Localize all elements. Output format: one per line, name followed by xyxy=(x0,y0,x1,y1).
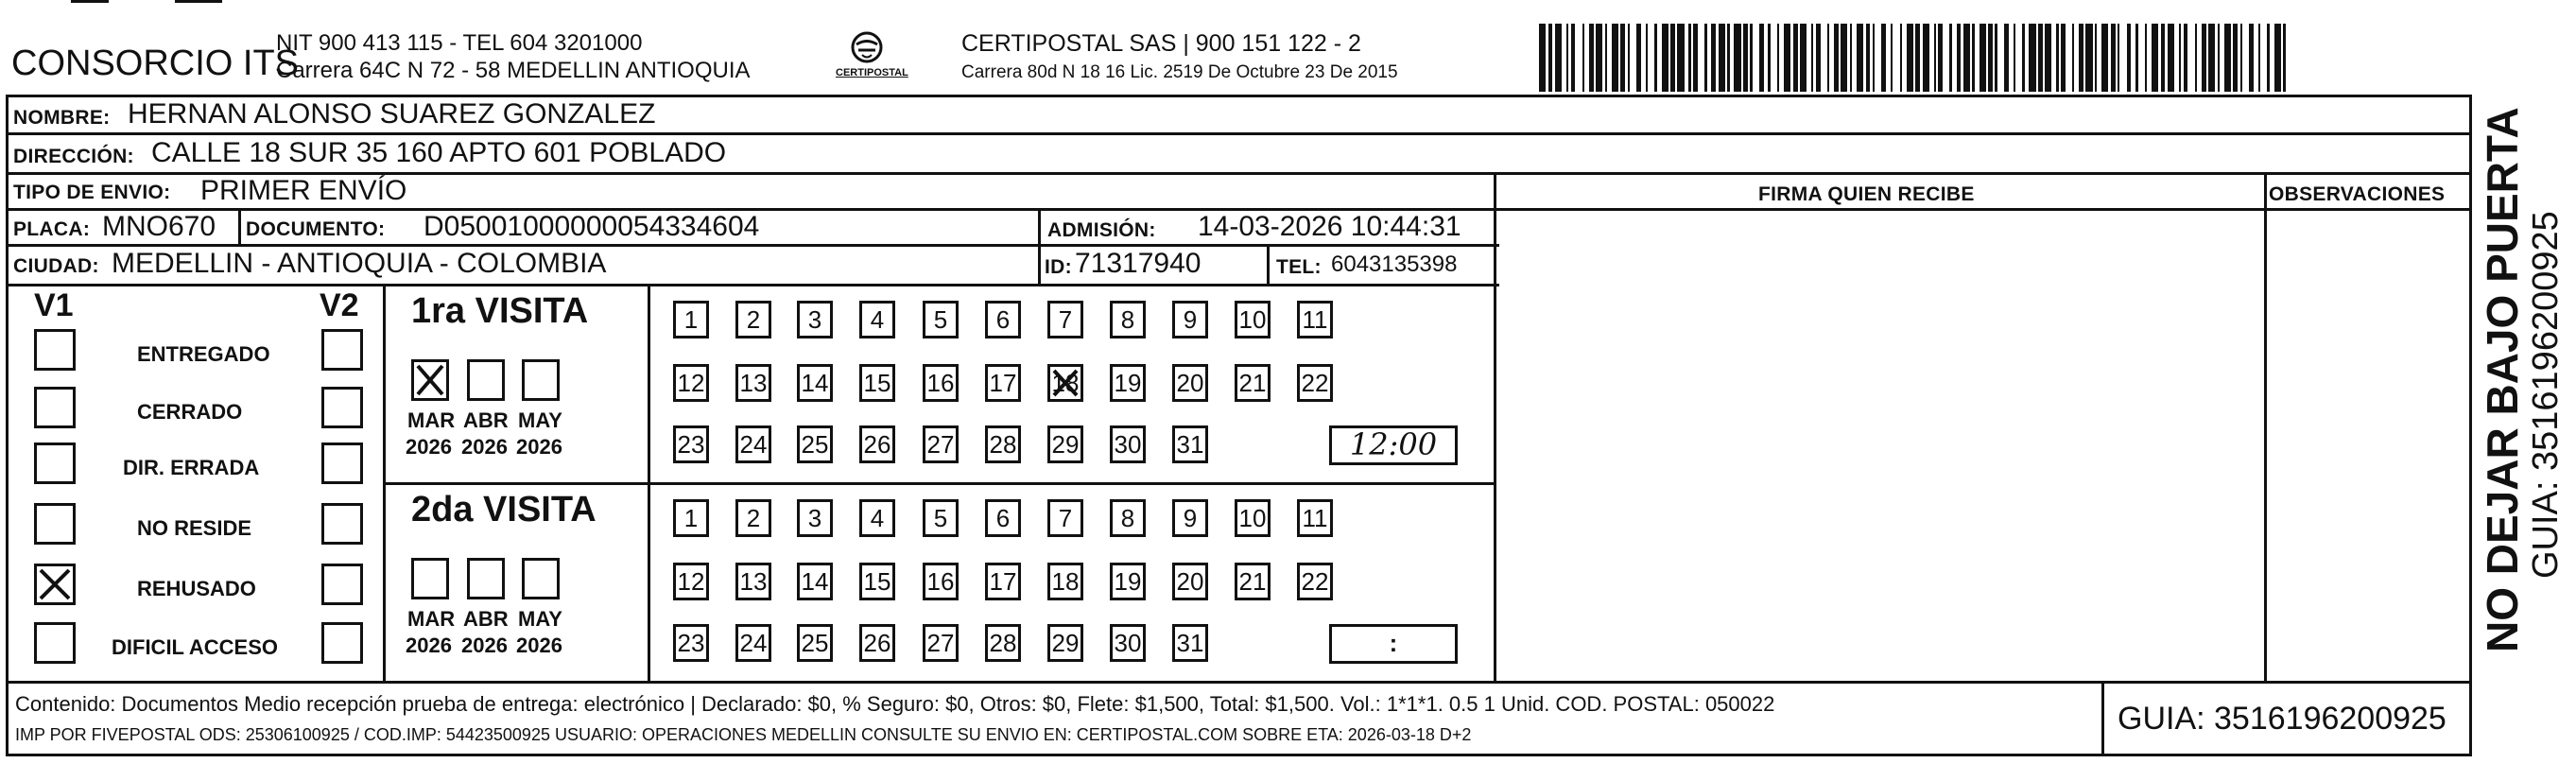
day-box[interactable]: 19 xyxy=(1110,364,1146,402)
barcode-bar xyxy=(1589,24,1594,92)
row-divider xyxy=(6,244,1499,247)
col-divider-tel xyxy=(1267,244,1270,284)
col-divider-signature xyxy=(1494,172,1496,683)
month-name: ABR xyxy=(463,607,509,631)
certipostal-logo-text: CERTIPOSTAL xyxy=(836,67,908,78)
month-checkbox[interactable] xyxy=(522,558,560,599)
admision-label: ADMISIÓN: xyxy=(1047,219,1156,241)
visit-divider xyxy=(383,482,1496,485)
day-box[interactable]: 2 xyxy=(735,301,771,338)
day-box[interactable]: 7 xyxy=(1047,301,1083,338)
day-box[interactable]: 31 xyxy=(1172,425,1208,463)
status-option-label: ENTREGADO xyxy=(137,342,270,366)
day-box[interactable]: 29 xyxy=(1047,425,1083,463)
barcode-bar xyxy=(2004,24,2009,92)
day-box[interactable]: 22 xyxy=(1297,563,1333,600)
ciudad-label: CIUDAD: xyxy=(13,255,99,277)
barcode-bar xyxy=(1612,24,1618,92)
month-year: 2026 xyxy=(461,435,508,459)
barcode-bar xyxy=(1555,24,1562,92)
status-option-label: NO RESIDE xyxy=(137,516,252,540)
time-field[interactable]: 12:00 xyxy=(1329,425,1458,465)
status-v2-checkbox[interactable] xyxy=(321,387,363,428)
day-box[interactable]: 9 xyxy=(1172,499,1208,537)
status-option-label: DIFICIL ACCESO xyxy=(112,635,279,659)
day-box[interactable]: 3 xyxy=(797,301,833,338)
row-divider xyxy=(1494,208,2267,211)
barcode-bar xyxy=(2274,24,2281,92)
barcode-bar xyxy=(2202,24,2206,92)
status-v1-checkbox-checked[interactable] xyxy=(34,564,76,605)
day-box[interactable]: 11 xyxy=(1297,301,1333,338)
barcode-bar xyxy=(1596,24,1602,92)
day-box[interactable]: 25 xyxy=(797,624,833,662)
day-box[interactable]: 17 xyxy=(985,563,1021,600)
month-year: 2026 xyxy=(461,633,508,657)
barcode-bar xyxy=(2127,24,2132,92)
barcode-bar xyxy=(2085,24,2092,92)
barcode-bar xyxy=(2014,24,2015,92)
barcode-bar xyxy=(1881,24,1886,92)
barcode-bar xyxy=(1750,24,1752,92)
day-box[interactable]: 14 xyxy=(797,563,833,600)
status-v1-checkbox[interactable] xyxy=(34,329,76,371)
barcode-bar xyxy=(2072,24,2074,92)
month-name: MAR xyxy=(407,607,456,631)
barcode-bar xyxy=(1793,24,1798,92)
nombre-label: NOMBRE: xyxy=(13,107,111,129)
barcode-bar xyxy=(1670,24,1675,92)
barcode-bar xyxy=(1988,24,1993,92)
barcode-bar xyxy=(2038,24,2043,92)
id-label: ID: xyxy=(1045,256,1072,278)
day-box[interactable]: 26 xyxy=(859,624,895,662)
month-checkbox-checked[interactable] xyxy=(411,359,449,401)
status-option-label: CERRADO xyxy=(137,400,243,424)
day-box[interactable]: 29 xyxy=(1047,624,1083,662)
barcode-bar xyxy=(1963,24,1970,92)
v2-label: V2 xyxy=(320,287,359,323)
barcode-bar xyxy=(2111,24,2116,92)
admision-value: 14-03-2026 10:44:31 xyxy=(1198,211,1461,242)
status-v2-checkbox[interactable] xyxy=(321,503,363,545)
barcode-bar xyxy=(1816,24,1821,92)
barcode-bar xyxy=(1620,24,1625,92)
tipo-envio-label: TIPO DE ENVIO: xyxy=(13,182,171,203)
barcode-bar xyxy=(2101,24,2108,92)
month-checkbox[interactable] xyxy=(411,558,449,599)
tipo-envio-value: PRIMER ENVÍO xyxy=(200,175,407,206)
day-box[interactable]: 20 xyxy=(1172,364,1208,402)
barcode-bar xyxy=(1777,24,1779,92)
day-box[interactable]: 30 xyxy=(1110,624,1146,662)
col-divider-placa xyxy=(238,208,241,246)
barcode-bar xyxy=(2184,24,2188,92)
barcode-bar xyxy=(1654,24,1656,92)
day-box[interactable]: 28 xyxy=(985,624,1021,662)
barcode-bar xyxy=(1784,24,1790,92)
barcode-bar xyxy=(1841,24,1847,92)
direccion-value: CALLE 18 SUR 35 160 APTO 601 POBLADO xyxy=(151,137,727,168)
day-box[interactable]: 5 xyxy=(923,301,959,338)
day-box[interactable]: 16 xyxy=(923,563,959,600)
barcode-bar xyxy=(1636,24,1641,92)
barcode-bar xyxy=(2283,24,2286,92)
month-checkbox[interactable] xyxy=(522,359,560,401)
visit-title: 2da VISITA xyxy=(411,490,596,529)
barcode-bar xyxy=(2258,24,2260,92)
month-name: ABR xyxy=(463,408,509,432)
day-box[interactable]: 22 xyxy=(1297,364,1333,402)
barcode-bar xyxy=(2095,24,2097,92)
direccion-label: DIRECCIÓN: xyxy=(13,146,134,167)
barcode-bar xyxy=(1857,24,1863,92)
status-option-label: DIR. ERRADA xyxy=(123,456,260,479)
company-address: Carrera 64C N 72 - 58 MEDELLIN ANTIOQUIA xyxy=(276,58,751,83)
barcode-bar xyxy=(1972,24,1974,92)
day-box[interactable]: 18 xyxy=(1047,563,1083,600)
barcode-bar xyxy=(1743,24,1748,92)
day-box[interactable]: 28 xyxy=(985,425,1021,463)
day-box[interactable]: 12 xyxy=(673,563,709,600)
placa-label: PLACA: xyxy=(13,218,91,240)
visit-title: 1ra VISITA xyxy=(411,291,589,331)
barcode-bar xyxy=(1800,24,1807,92)
month-name: MAY xyxy=(518,408,562,432)
id-value: 71317940 xyxy=(1075,248,1202,279)
barcode-bar xyxy=(1907,24,1913,92)
documento-value: D05001000000054334604 xyxy=(424,211,760,242)
day-box[interactable]: 3 xyxy=(797,499,833,537)
day-box[interactable]: 23 xyxy=(673,624,709,662)
day-box[interactable]: 4 xyxy=(859,499,895,537)
day-box[interactable]: 25 xyxy=(797,425,833,463)
barcode-bar xyxy=(1727,24,1729,92)
barcode-bar xyxy=(2218,24,2220,92)
barcode-bar xyxy=(2179,24,2181,92)
barcode-bar xyxy=(1548,24,1553,92)
barcode-bar xyxy=(1834,24,1839,92)
status-option-label: REHUSADO xyxy=(137,577,256,600)
barcode-bar xyxy=(1850,24,1852,92)
certipostal-logo xyxy=(815,28,919,87)
day-box[interactable]: 13 xyxy=(735,364,771,402)
barcode-bar xyxy=(1811,24,1813,92)
barcode-bar xyxy=(1900,24,1902,92)
barcode-bar xyxy=(2029,24,2035,92)
barcode-bar xyxy=(1957,24,1962,92)
barcode-bar xyxy=(1768,24,1770,92)
day-box[interactable]: 12 xyxy=(673,364,709,402)
ciudad-value: MEDELLIN - ANTIOQUIA - COLOMBIA xyxy=(112,248,607,279)
day-box[interactable]: 10 xyxy=(1235,499,1271,537)
barcode-bar xyxy=(2135,24,2137,92)
barcode-bar xyxy=(1915,24,1920,92)
imp-line: IMP POR FIVEPOSTAL ODS: 25306100925 / COD.IMP: 54423500925 USUARIO: OPERACIONES MEDELLIN CONSULTE SU ENVIO EN: CERTIPOSTAL.COM SOBRE ETA: 2026-03-18 D+2 xyxy=(15,725,1472,744)
barcode-bar xyxy=(1934,24,1936,92)
barcode-bar xyxy=(2118,24,2119,92)
barcode-bar xyxy=(2161,24,2166,92)
day-box[interactable]: 15 xyxy=(859,364,895,402)
barcode-bar xyxy=(1719,24,1725,92)
barcode-bar xyxy=(1628,24,1630,92)
barcode-bar xyxy=(2233,24,2238,92)
day-box[interactable]: 19 xyxy=(1110,563,1146,600)
day-box[interactable]: 15 xyxy=(859,563,895,600)
barcode-bar xyxy=(1866,24,1871,92)
firma-label: FIRMA QUIEN RECIBE xyxy=(1758,183,1975,205)
barcode-bar xyxy=(1711,24,1716,92)
day-box[interactable]: 16 xyxy=(923,364,959,402)
month-year: 2026 xyxy=(406,633,452,657)
barcode-bar xyxy=(2061,24,2066,92)
day-box[interactable]: 2 xyxy=(735,499,771,537)
barcode-bar xyxy=(1605,24,1607,92)
row-divider xyxy=(6,132,2472,135)
barcode-bar xyxy=(2152,24,2158,92)
day-box[interactable]: 8 xyxy=(1110,301,1146,338)
day-box[interactable]: 4 xyxy=(859,301,895,338)
col-divider-observaciones xyxy=(2264,172,2267,683)
barcode-bar xyxy=(1891,24,1893,92)
v1-label: V1 xyxy=(34,287,74,323)
barcode-bar xyxy=(1759,24,1764,92)
barcode-bar xyxy=(1571,24,1576,92)
day-box[interactable]: 26 xyxy=(859,425,895,463)
barcode-bar xyxy=(2249,24,2254,92)
day-box[interactable]: 10 xyxy=(1235,301,1271,338)
observaciones-label: OBSERVACIONES xyxy=(2269,183,2446,205)
day-box[interactable]: 24 xyxy=(735,624,771,662)
day-box[interactable]: 13 xyxy=(735,563,771,600)
barcode-bar xyxy=(1734,24,1740,92)
day-box[interactable]: 7 xyxy=(1047,499,1083,537)
col-divider-admision xyxy=(1038,208,1041,284)
status-v2-checkbox[interactable] xyxy=(321,622,363,664)
side-warning: NO DEJAR BAJO PUERTA xyxy=(2478,107,2527,652)
barcode-bar xyxy=(2240,24,2242,92)
status-v1-checkbox[interactable] xyxy=(34,622,76,664)
barcode-bar xyxy=(1677,24,1684,92)
barcode-bar xyxy=(1582,24,1584,92)
barcode-bar xyxy=(2045,24,2051,92)
barcode-bar xyxy=(1980,24,1986,92)
day-box[interactable]: 27 xyxy=(923,624,959,662)
day-box-checked[interactable]: 18 xyxy=(1047,364,1083,402)
month-checkbox[interactable] xyxy=(467,558,505,599)
barcode-bar xyxy=(1995,24,1997,92)
month-year: 2026 xyxy=(516,435,562,459)
top-edge-mark xyxy=(175,0,222,3)
status-v2-checkbox[interactable] xyxy=(321,443,363,484)
month-name: MAY xyxy=(518,607,562,631)
status-v1-checkbox[interactable] xyxy=(34,387,76,428)
barcode-bar xyxy=(2168,24,2174,92)
day-box[interactable]: 27 xyxy=(923,425,959,463)
tel-value: 6043135398 xyxy=(1331,252,1458,277)
day-box[interactable]: 8 xyxy=(1110,499,1146,537)
top-edge-mark xyxy=(71,0,109,3)
barcode-bar xyxy=(1539,24,1546,92)
barcode-bar xyxy=(2022,24,2024,92)
partner-name: CERTIPOSTAL SAS | 900 151 122 - 2 xyxy=(961,30,1361,57)
day-box[interactable]: 6 xyxy=(985,301,1021,338)
day-box[interactable]: 31 xyxy=(1172,624,1208,662)
col-divider-footer-guia xyxy=(2101,681,2104,756)
day-box[interactable]: 1 xyxy=(673,301,709,338)
month-name: MAR xyxy=(407,408,456,432)
day-box[interactable]: 1 xyxy=(673,499,709,537)
day-check-mark xyxy=(1050,367,1081,399)
day-box[interactable]: 23 xyxy=(673,425,709,463)
barcode xyxy=(1539,24,2286,92)
day-box[interactable]: 11 xyxy=(1297,499,1333,537)
side-guia: GUIA: 3516196200925 xyxy=(2526,211,2566,579)
partner-address: Carrera 80d N 18 16 Lic. 2519 De Octubre 23 De 2015 xyxy=(961,62,1398,82)
barcode-bar xyxy=(2145,24,2147,92)
barcode-bar xyxy=(2208,24,2215,92)
company-name: CONSORCIO ITS xyxy=(11,43,300,83)
nombre-value: HERNAN ALONSO SUAREZ GONZALEZ xyxy=(128,98,656,130)
barcode-bar xyxy=(1938,24,1943,92)
barcode-bar xyxy=(1662,24,1668,92)
nit-line: NIT 900 413 115 - TEL 604 3201000 xyxy=(276,30,643,56)
barcode-bar xyxy=(2224,24,2231,92)
barcode-bar xyxy=(1923,24,1929,92)
barcode-bar xyxy=(1688,24,1690,92)
day-box[interactable]: 21 xyxy=(1235,563,1271,600)
day-box[interactable]: 20 xyxy=(1172,563,1208,600)
barcode-bar xyxy=(1827,24,1829,92)
barcode-bar xyxy=(1566,24,1568,92)
row-divider xyxy=(2264,208,2472,211)
status-v1-checkbox[interactable] xyxy=(34,443,76,484)
barcode-bar xyxy=(1646,24,1648,92)
contenido-line: Contenido: Documentos Medio recepción prueba de entrega: electrónico | Declarado: $0, % Seguro: $0, Otros: $0, Flete: $1,500, Total: $1,500. Vol.: 1*1*1. 0.5 1 Unid. COD. POSTAL: 050022 xyxy=(15,692,1775,716)
row-divider xyxy=(6,284,1499,286)
day-box[interactable]: 17 xyxy=(985,364,1021,402)
month-year: 2026 xyxy=(406,435,452,459)
month-year: 2026 xyxy=(516,633,562,657)
day-box[interactable]: 14 xyxy=(797,364,833,402)
footer-guia: GUIA: 3516196200925 xyxy=(2118,701,2446,737)
documento-label: DOCUMENTO: xyxy=(246,218,386,240)
status-v1-checkbox[interactable] xyxy=(34,503,76,545)
placa-value: MNO670 xyxy=(102,211,216,242)
barcode-bar xyxy=(1873,24,1875,92)
barcode-bar xyxy=(1949,24,1951,92)
status-v2-checkbox[interactable] xyxy=(321,329,363,371)
barcode-bar xyxy=(2195,24,2197,92)
day-box[interactable]: 24 xyxy=(735,425,771,463)
day-box[interactable]: 30 xyxy=(1110,425,1146,463)
day-box[interactable]: 21 xyxy=(1235,364,1271,402)
time-field[interactable]: : xyxy=(1329,624,1458,664)
barcode-bar xyxy=(2079,24,2083,92)
tel-label: TEL: xyxy=(1276,256,1322,278)
day-box[interactable]: 5 xyxy=(923,499,959,537)
barcode-bar xyxy=(1693,24,1698,92)
barcode-bar xyxy=(2056,24,2058,92)
month-checkbox[interactable] xyxy=(467,359,505,401)
barcode-bar xyxy=(2267,24,2269,92)
day-box[interactable]: 6 xyxy=(985,499,1021,537)
day-box[interactable]: 9 xyxy=(1172,301,1208,338)
barcode-bar xyxy=(1704,24,1706,92)
status-v2-checkbox[interactable] xyxy=(321,564,363,605)
